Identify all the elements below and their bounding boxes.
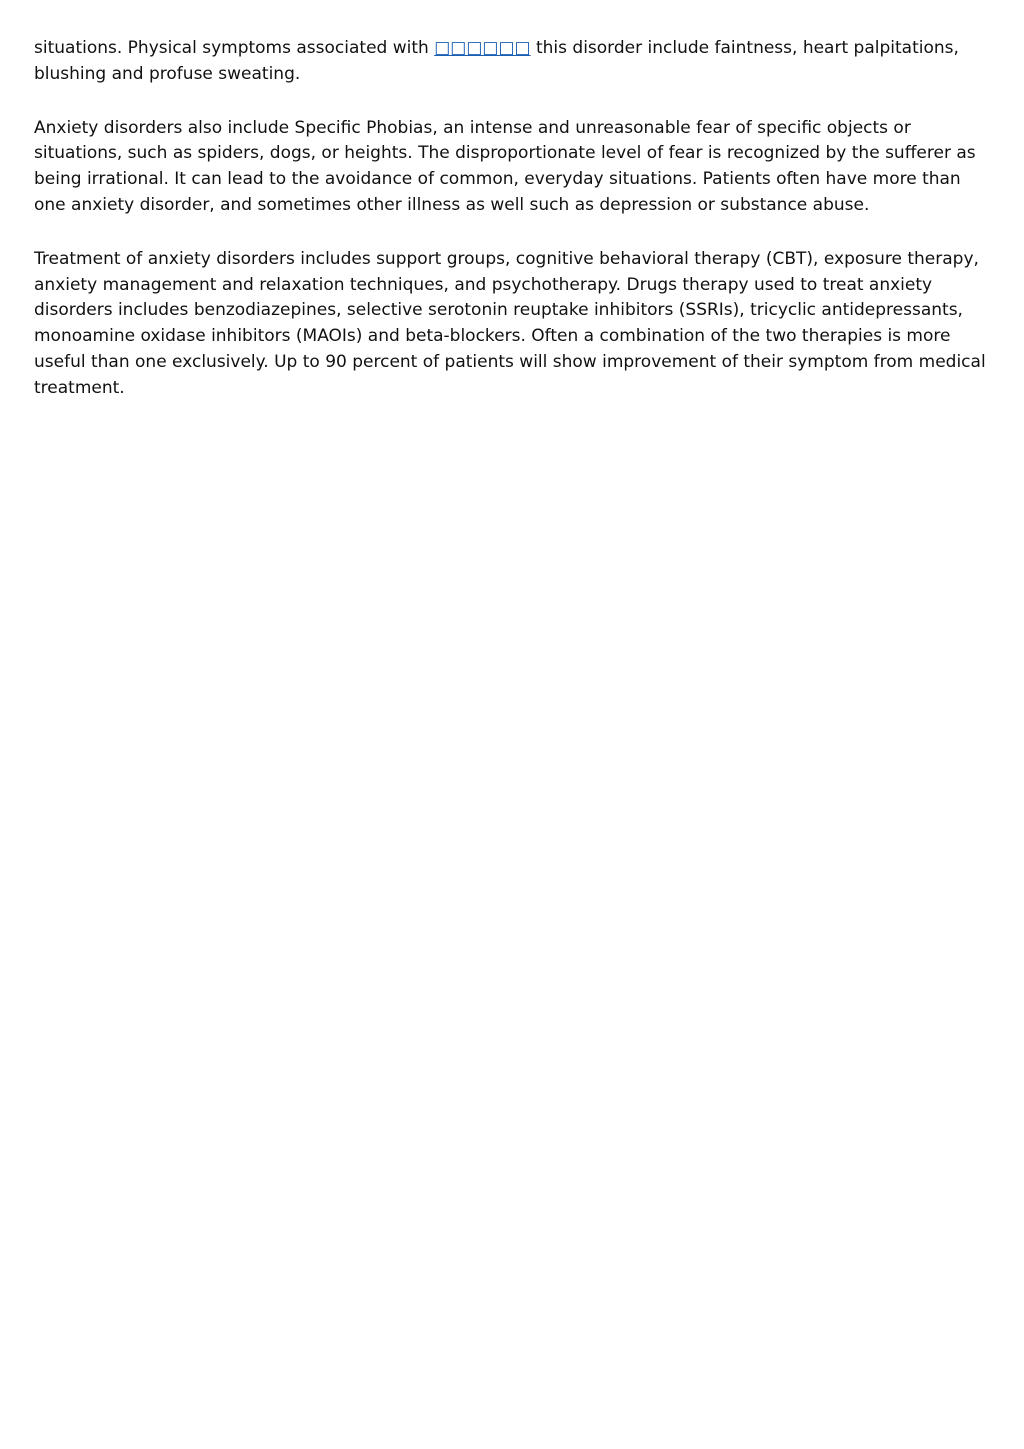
- paragraph-text-after-link: this disorder include faintness, heart palpitations, blushing and profuse sweating.: [34, 38, 959, 84]
- paragraph-text-before-link: situations. Physical symptoms associated with: [34, 38, 435, 58]
- paragraph-treatment: Treatment of anxiety disorders includes support groups, cognitive behavioral therapy (CBT), exposure therapy, anxiety management and relaxation techniques, and psychotherapy. Drugs therapy used to treat anxiety disorders includes benzodiazepines, selective serotonin reuptake inhibitors (SSRIs), tricyclic antidepressants, monoamine oxidase inhibitors (MAOIs) and beta-blockers. Often a combination of the two therapies is more useful than one exclusively. Up to 90 percent of patients will show improvement of their symptom from medical treatment.: [34, 248, 986, 398]
- paragraph-physical-symptoms: [34, 36, 990, 88]
- document-page: [34, 36, 990, 430]
- inline-link[interactable]: □□□□□□: [434, 38, 531, 58]
- paragraph-specific-phobias: Anxiety disorders also include Specific Phobias, an intense and unreasonable fear of specific objects or situations, such as spiders, dogs, or heights. The disproportionate level of fear is recognized by the sufferer as being irrational. It can lead to the avoidance of common, everyday situations. Patients often have more than one anxiety disorder, and sometimes other illness as well such as depression or substance abuse.: [34, 117, 976, 215]
